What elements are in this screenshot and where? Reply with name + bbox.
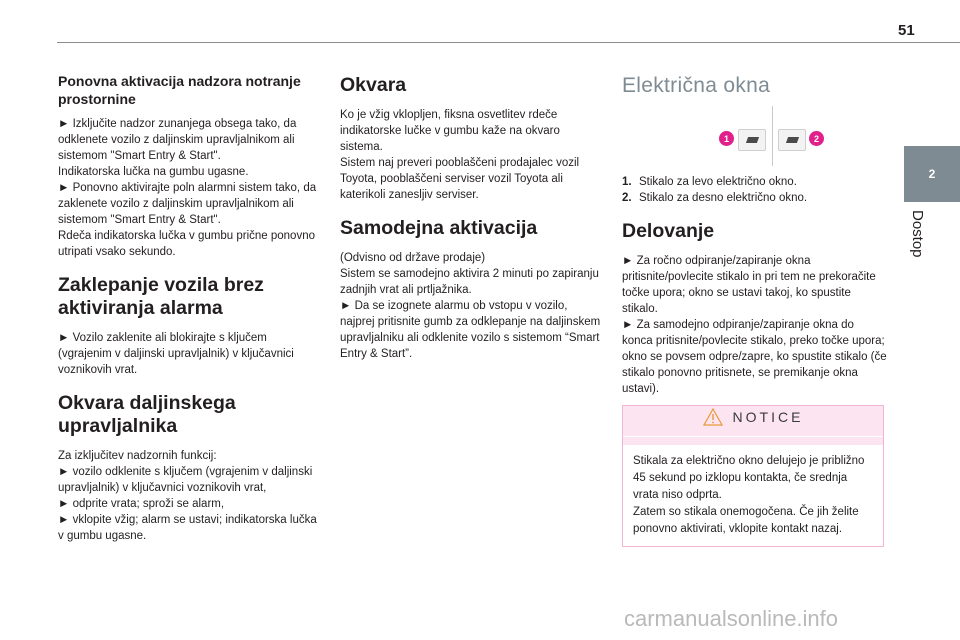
page-number: 51 bbox=[898, 22, 915, 39]
callout-badge-1: 1 bbox=[719, 131, 734, 146]
heading-lock-without-alarm: Zaklepanje vozila brez aktiviranja alarma bbox=[58, 274, 264, 319]
notice-header bbox=[623, 406, 883, 437]
list-item: 2. Stikalo za desno električno okno. bbox=[622, 192, 808, 204]
paragraph-remote-failure: Za izključitev nadzornih funkcij: ► vozilo odklenite s ključem (vgrajenim v daljinski upravljalnik) v ključavnici voznikovih vrat, ► odprite vrata; sproži se alarm, ► vklopite vžig; alarm se ustavi; indikatorska lučka v gumbu ugasne. bbox=[58, 450, 317, 542]
paragraph-auto-activation: (Odvisno od države prodaje) Sistem se samodejno aktivira 2 minuti po zapiranju zadnjih vrat ali prtljažnika. ► Da se izognete alarmu ob vstopu v vozilo, najprej pritisnite gumb za odklepanje na daljinskem upravljalniku ali odklenite vozilo s sistemom “Smart Entry & Start”. bbox=[340, 252, 601, 360]
callout-badge-2: 2 bbox=[809, 131, 824, 146]
paragraph-reactivation: ► Izključite nadzor zunanjega obsega tako, da odklenete vozilo z daljinskim upravljalnikom ali sistemom "Smart Entry & Start". Indikatorska lučka na gumbu ugasne. ► Ponovno aktivirajte poln alarmni sistem tako, da zaklenete vozilo z daljinskim upravljalnikom ali sistemom "Smart Entry & Start". Rdeča indikatorska lučka v gumbu prične ponovno utripati vsako sekundo. bbox=[58, 118, 317, 258]
figure-divider bbox=[772, 106, 773, 166]
window-switch-icon bbox=[778, 129, 806, 151]
column-middle bbox=[340, 64, 602, 368]
window-switch-icon bbox=[738, 129, 766, 151]
warning-triangle-icon bbox=[703, 408, 723, 426]
chapter-tab[interactable]: 2 bbox=[904, 146, 960, 202]
heading-malfunction: Okvara bbox=[340, 74, 407, 96]
column-right bbox=[622, 64, 887, 547]
heading-operation: Delovanje bbox=[622, 220, 715, 242]
heading-remote-failure: Okvara daljinskega upravljalnika bbox=[58, 392, 236, 437]
paragraph-malfunction: Ko je vžig vklopljen, fiksna osvetlitev rdeče indikatorske lučke v gumbu kaže na okvaro sistema. Sistem naj preveri pooblaščeni prodajalec vozil Toyota, pooblaščeni serviser vozil Toyota ali katerikoli zanesljiv serviser. bbox=[340, 109, 580, 201]
column-left bbox=[58, 64, 318, 550]
switch-list bbox=[622, 174, 887, 206]
heading-auto-activation: Samodejna aktivacija bbox=[340, 217, 538, 239]
list-item: 1. Stikalo za levo električno okno. bbox=[622, 176, 797, 188]
notice-title: NOTICE bbox=[732, 409, 804, 425]
heading-reactivation: Ponovna aktivacija nadzora notranje prostornine bbox=[58, 73, 301, 107]
paragraph-operation: ► Za ročno odpiranje/zapiranje okna pritisnite/povlecite stikalo in pri tem ne prekoračite točke upora; okno se ustavi takoj, ko spustite stikalo. ► Za samodejno odpiranje/zapiranje okna do konca pritisnite/povlecite stikalo, preko točke upora; okno se povsem odpre/zapre, ko spustite stikalo (če stikalo ponovno pritisnete, se premikanje okna ustavi). bbox=[622, 255, 887, 395]
paragraph-lock-without-alarm: ► Vozilo zaklenite ali blokirajte s ključem (vgrajenim v daljinski upravljalnik) v ključavnici voznikovih vrat. bbox=[58, 332, 294, 376]
notice-body: Stikala za električno okno delujejo je približno 45 sekund po izklopu kontakta, če srednja vrata niso odprta. Zatem so stikala onemogočena. Če jih želite ponovno aktivirati, vklopite kontakt nazaj. bbox=[623, 445, 883, 546]
header-rule bbox=[57, 42, 960, 43]
section-title-power-windows: Električna okna bbox=[622, 74, 771, 97]
notice-box bbox=[622, 405, 884, 547]
window-switch-figure bbox=[722, 106, 822, 166]
chapter-label: Dostop bbox=[909, 210, 926, 258]
watermark: carmanualsonline.info bbox=[624, 606, 839, 631]
